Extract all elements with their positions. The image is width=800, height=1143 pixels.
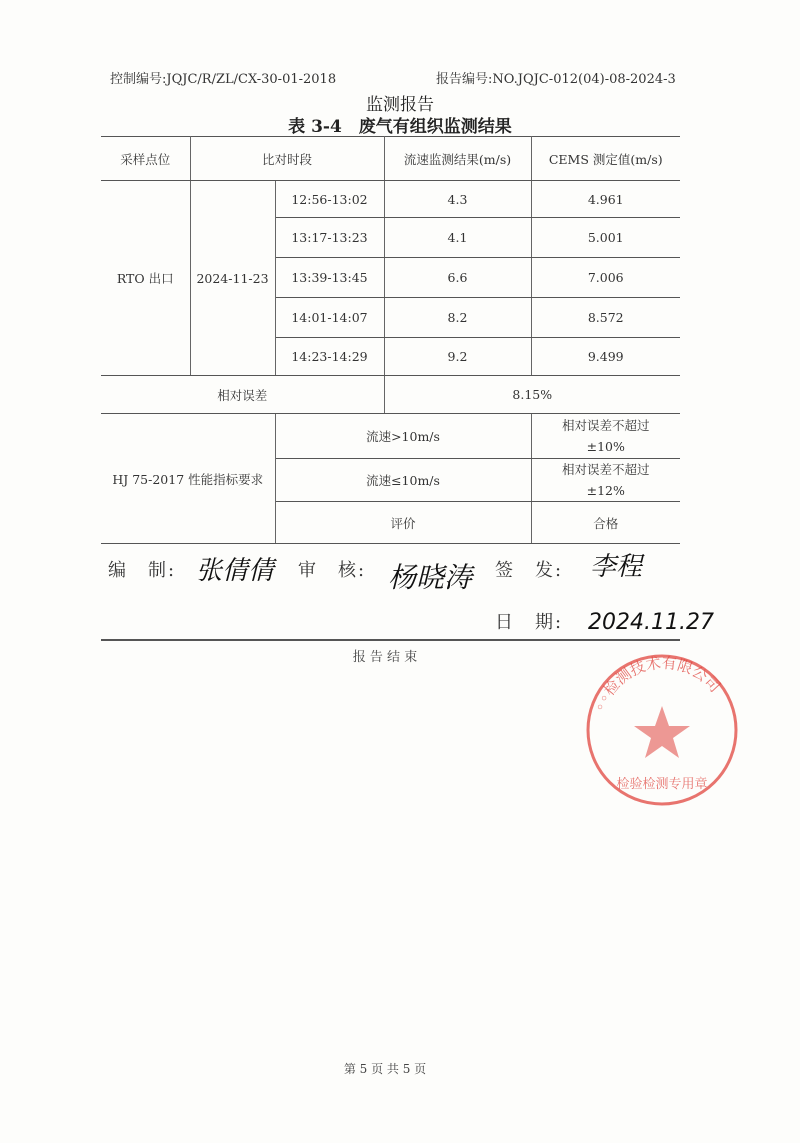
criteria-condition: 流速≤10m/s <box>275 459 531 502</box>
date-signature: 2024.11.27 <box>588 610 714 635</box>
criteria-condition: 流速>10m/s <box>275 414 531 459</box>
report-number: 报告编号:NO.JQJC-012(04)-08-2024-3 <box>436 72 676 87</box>
cems-cell: 8.572 <box>531 298 680 338</box>
header-location: 采样点位 <box>101 137 190 181</box>
measured-cell: 8.2 <box>384 298 531 338</box>
measured-cell: 9.2 <box>384 338 531 376</box>
table-title: 表 3-4 废气有组织监测结果 <box>288 117 512 137</box>
date-cell: 2024-11-23 <box>190 181 275 376</box>
period-cell: 14:01-14:07 <box>275 298 384 338</box>
period-cell: 13:39-13:45 <box>275 258 384 298</box>
results-table <box>101 136 680 544</box>
criteria-row <box>101 414 680 459</box>
header-measured: 流速监测结果(m/s) <box>384 137 531 181</box>
page-footer: 第 5 页 共 5 页 <box>343 1062 427 1076</box>
reviewed-label: 审 核: <box>298 560 367 581</box>
requirement-value: ±10% <box>586 439 625 454</box>
requirement-text: 相对误差不超过 <box>561 462 650 477</box>
measured-cell: 6.6 <box>384 258 531 298</box>
compiled-label: 编 制: <box>108 560 177 581</box>
period-cell: 13:17-13:23 <box>275 218 384 258</box>
relative-error-row <box>101 376 680 414</box>
relative-error-label: 相对误差 <box>101 376 384 414</box>
measured-cell: 4.1 <box>384 218 531 258</box>
company-seal <box>580 648 745 813</box>
issued-label: 签 发: <box>495 560 564 581</box>
relative-error-value: 8.15% <box>384 376 680 414</box>
measured-cell: 4.3 <box>384 181 531 218</box>
table-header-row <box>101 137 680 181</box>
cems-cell: 5.001 <box>531 218 680 258</box>
standard-label: HJ 75-2017 性能指标要求 <box>101 414 275 544</box>
svg-text:◦◦检测技术有限公司: ◦◦检测技术有限公司 <box>590 653 724 715</box>
header-cems: CEMS 测定值(m/s) <box>531 137 680 181</box>
criteria-requirement <box>531 459 680 502</box>
evaluation-label: 评价 <box>275 502 531 544</box>
cems-cell: 4.961 <box>531 181 680 218</box>
date-label: 日 期: <box>495 612 564 633</box>
svg-text:检验检测专用章: 检验检测专用章 <box>616 777 708 792</box>
period-cell: 14:23-14:29 <box>275 338 384 376</box>
divider <box>101 639 680 641</box>
control-number: 控制编号:JQJC/R/ZL/CX-30-01-2018 <box>110 72 337 87</box>
report-title: 监测报告 <box>366 95 434 115</box>
period-cell: 12:56-13:02 <box>275 181 384 218</box>
reviewed-signature: 杨晓涛 <box>388 561 473 594</box>
location-cell: RTO 出口 <box>101 181 190 376</box>
header-period: 比对时段 <box>190 137 384 181</box>
criteria-requirement <box>531 414 680 459</box>
issued-signature: 李程 <box>590 552 643 582</box>
requirement-text: 相对误差不超过 <box>561 418 650 433</box>
cems-cell: 9.499 <box>531 338 680 376</box>
end-of-report: 报 告 结 束 <box>352 650 418 665</box>
table-row <box>101 181 680 218</box>
requirement-value: ±12% <box>586 483 625 498</box>
compiled-signature: 张倩倩 <box>196 556 275 586</box>
cems-cell: 7.006 <box>531 258 680 298</box>
evaluation-value: 合格 <box>531 502 680 544</box>
